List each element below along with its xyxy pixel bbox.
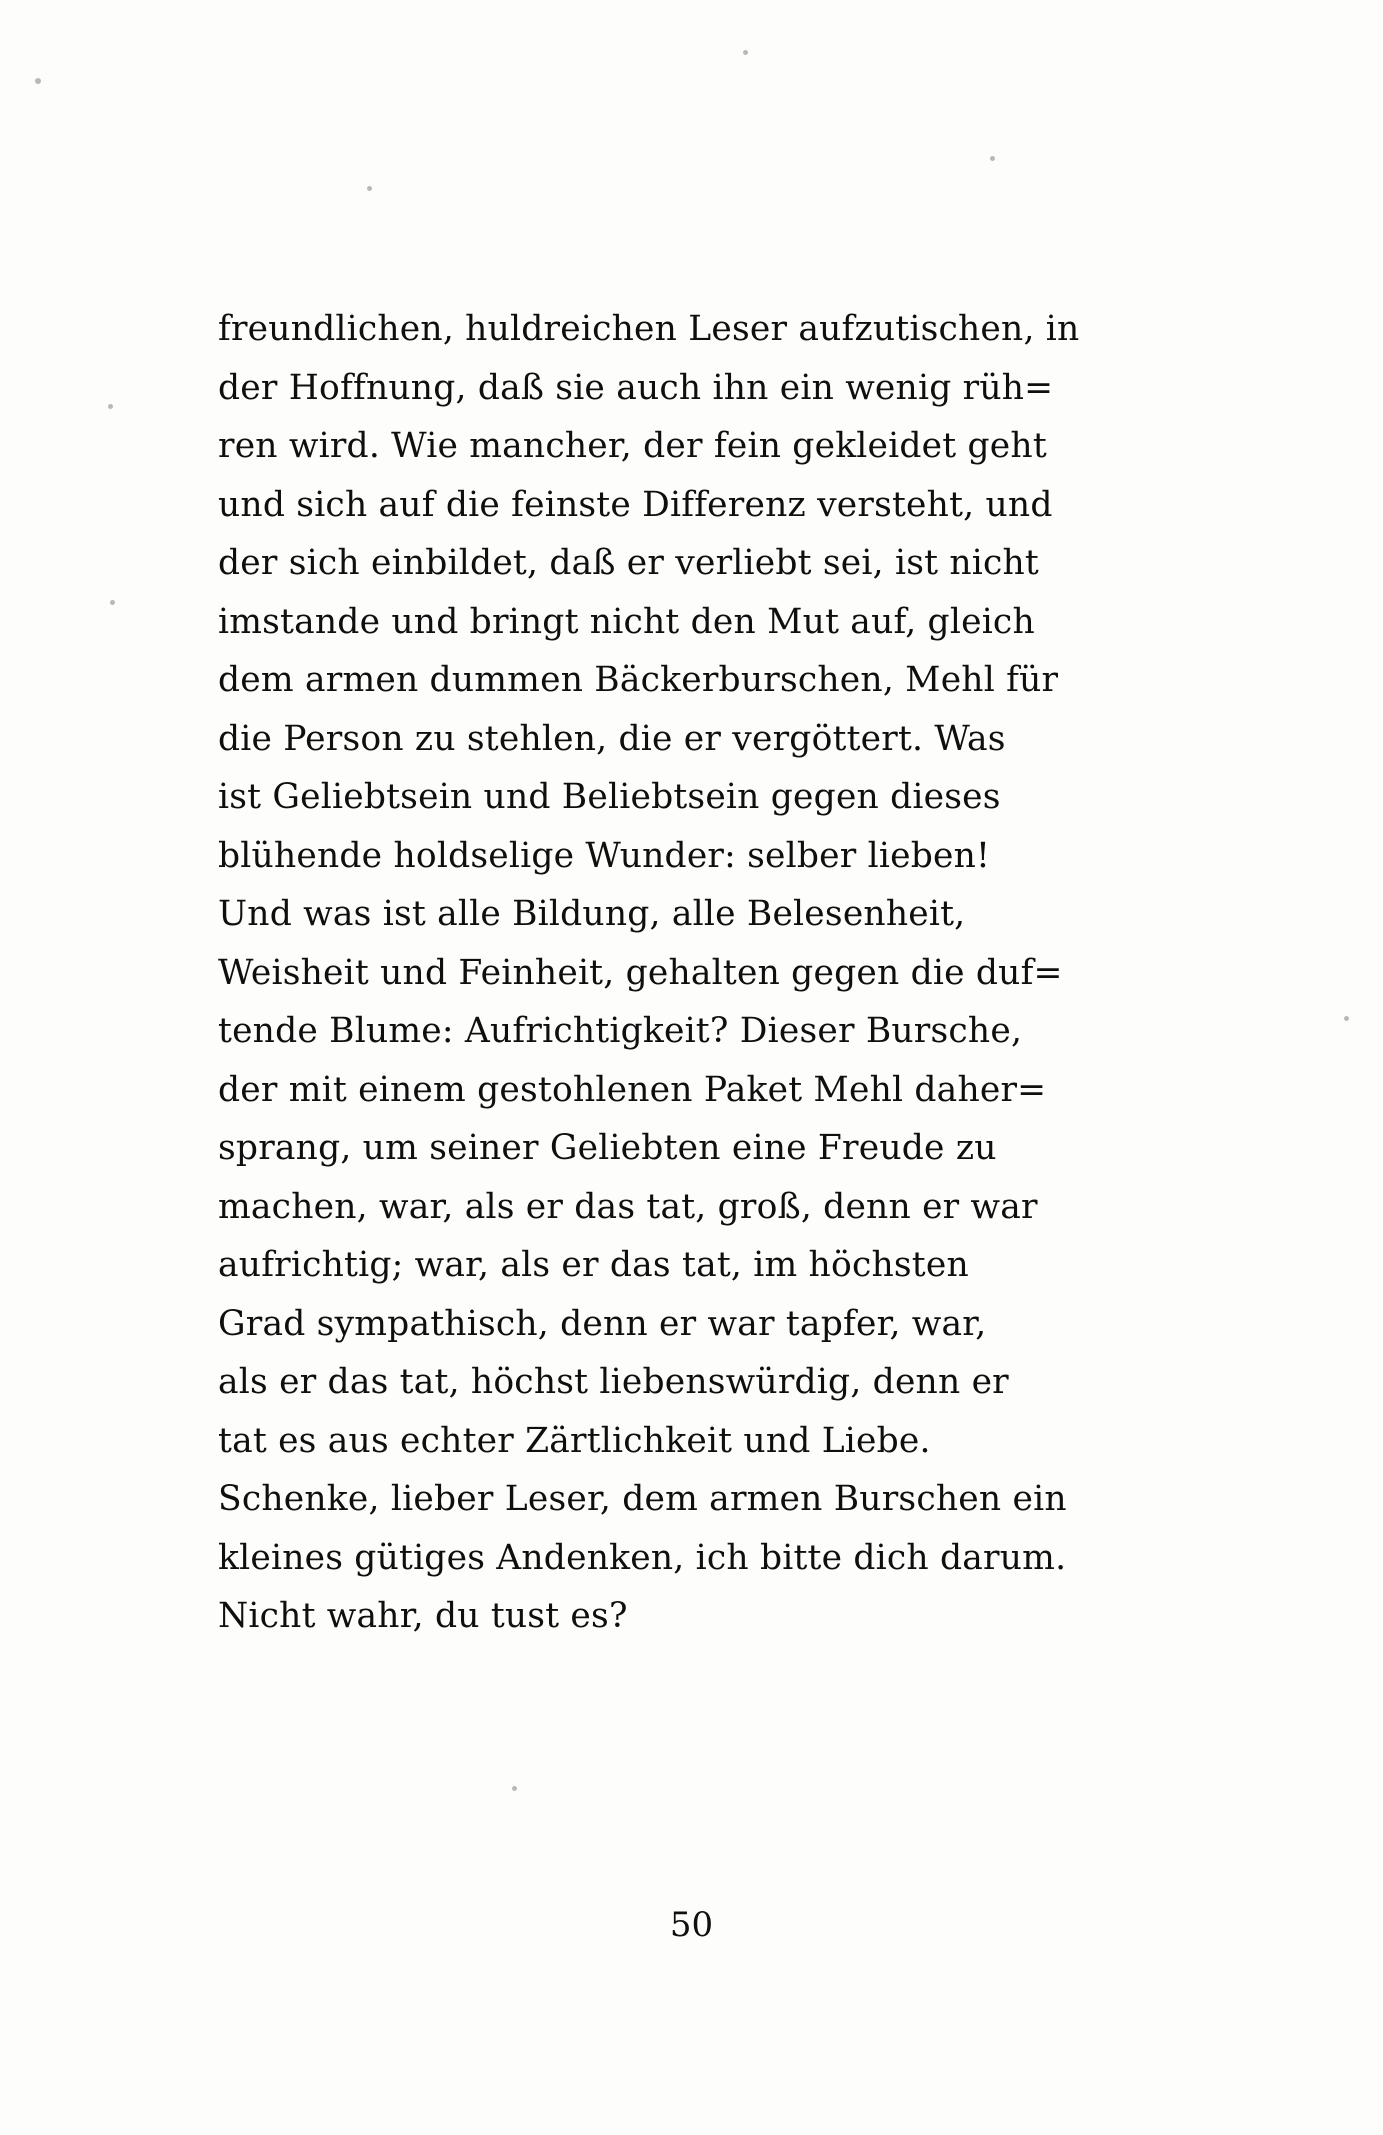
text-line: aufrichtig; war, als er das tat, im höchsten (218, 1245, 969, 1285)
scan-speck (512, 1786, 517, 1791)
text-line: tende Blume: Aufrichtigkeit? Dieser Bursche, (218, 1011, 1023, 1051)
text-line: Und was ist alle Bildung, alle Belesenheit, (218, 894, 966, 934)
text-line: dem armen dummen Bäckerburschen, Mehl für (218, 660, 1059, 700)
body-text (218, 300, 1128, 1646)
scan-speck (1344, 1016, 1349, 1021)
scan-speck (110, 600, 115, 605)
text-line: der sich einbildet, daß er verliebt sei, ist nicht (218, 543, 1039, 583)
text-line: kleines gütiges Andenken, ich bitte dich darum. (218, 1537, 1067, 1578)
text-line: ren wird. Wie mancher, der fein gekleidet geht (218, 426, 1047, 466)
text-line: die Person zu stehlen, die er vergöttert. Was (218, 718, 1006, 759)
scan-speck (743, 50, 748, 55)
text-line: machen, war, als er das tat, groß, denn er war (218, 1186, 1038, 1227)
text-line: Weisheit und Feinheit, gehalten gegen die duf= (218, 952, 1063, 993)
scan-speck (108, 404, 113, 409)
scan-speck (990, 156, 995, 161)
text-line: der mit einem gestohlenen Paket Mehl daher= (218, 1069, 1047, 1110)
scan-speck (367, 186, 372, 191)
text-line: und sich auf die feinste Differenz versteht, und (218, 484, 1053, 525)
text-line: Schenke, lieber Leser, dem armen Burschen ein (218, 1479, 1067, 1519)
text-line: blühende holdselige Wunder: selber lieben! (218, 835, 991, 876)
text-line: Grad sympathisch, denn er war tapfer, war, (218, 1303, 987, 1344)
text-line: tat es aus echter Zärtlichkeit und Liebe. (218, 1420, 931, 1461)
page-number: 50 (669, 1905, 714, 1945)
text-line: Nicht wahr, du tust es? (218, 1596, 628, 1636)
text-line: der Hoffnung, daß sie auch ihn ein wenig rüh= (218, 367, 1054, 408)
text-line: freundlichen, huldreichen Leser aufzutischen, in (218, 309, 1080, 349)
text-line: sprang, um seiner Geliebten eine Freude zu (218, 1128, 997, 1168)
text-line: ist Geliebtsein und Beliebtsein gegen dieses (218, 777, 1001, 817)
scan-speck (35, 78, 41, 84)
text-line: imstande und bringt nicht den Mut auf, gleich (218, 601, 1035, 642)
text-line: als er das tat, höchst liebenswürdig, denn er (218, 1362, 1009, 1402)
